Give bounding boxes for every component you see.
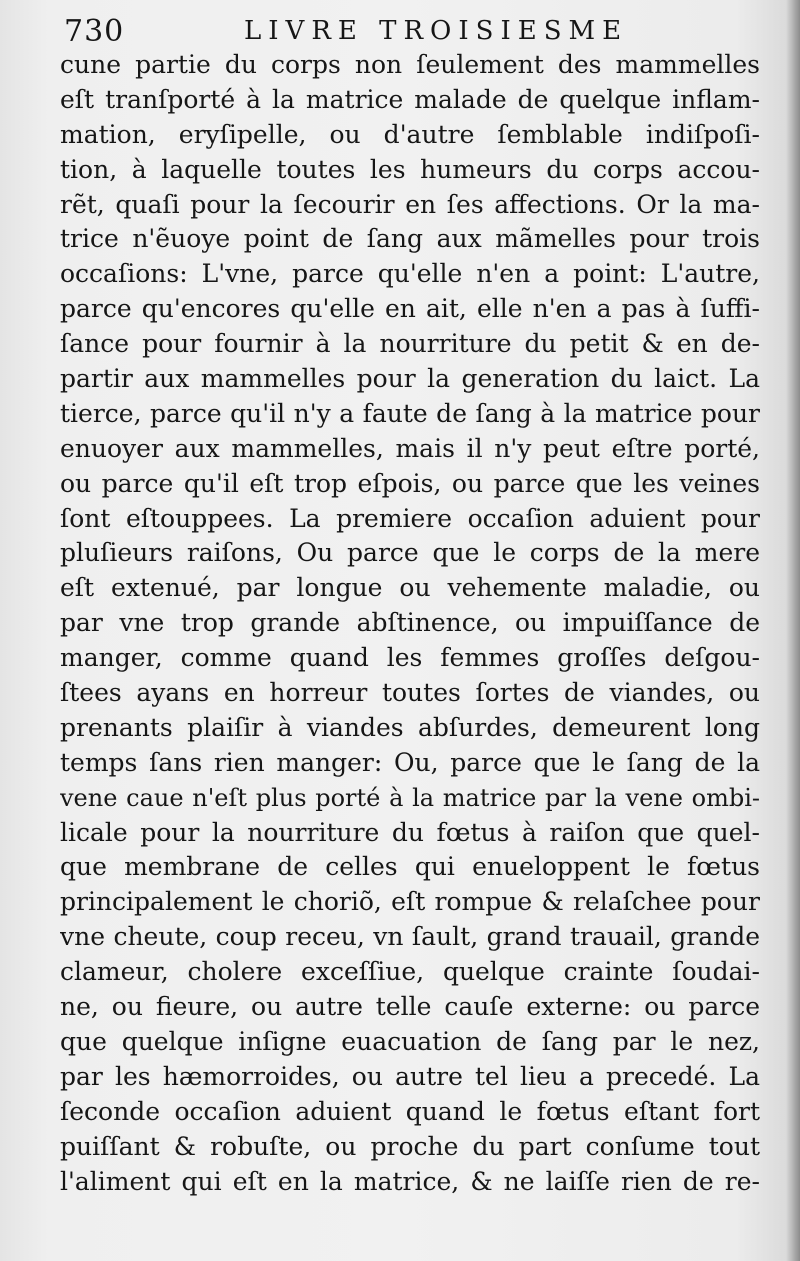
page-edge-shadow bbox=[786, 0, 800, 1261]
text-line: mation, eryſipelle, ou d'autre ſemblable indiſpoſi- bbox=[60, 119, 760, 149]
text-line: partir aux mammelles pour la generation du laict. La bbox=[60, 364, 760, 394]
text-line: vne cheute, coup receu, vn ſault, grand trauail, grande bbox=[60, 922, 760, 952]
text-line: ſtees ayans en horreur toutes ſortes de viandes, ou bbox=[60, 678, 760, 708]
text-line: par vne trop grande abſtinence, ou impuiſſance de bbox=[60, 608, 760, 638]
text-line: eſt tranſporté à la matrice malade de quelque inflam- bbox=[60, 84, 760, 114]
text-line: enuoyer aux mammelles, mais il n'y peut eſtre porté, bbox=[60, 433, 760, 463]
text-line: pluſieurs raiſons, Ou parce que le corps de la mere bbox=[60, 538, 760, 568]
text-line: prenants plaiſir à viandes abſurdes, demeurent long bbox=[60, 712, 760, 742]
text-line: trice n'ẽuoye point de ſang aux mãmelles pour trois bbox=[60, 224, 760, 254]
text-line: manger, comme quand les femmes groſſes deſgou- bbox=[60, 643, 760, 673]
text-line: l'aliment qui eſt en la matrice, & ne laiſſe rien de re- bbox=[60, 1166, 760, 1196]
text-line: ou parce qu'il eſt trop eſpois, ou parce que les veines bbox=[60, 468, 760, 498]
text-line: ſeconde occaſion aduient quand le fœtus eſtant fort bbox=[60, 1096, 760, 1126]
text-line: occaſions: L'vne, parce qu'elle n'en a point: L'autre, bbox=[60, 259, 760, 289]
text-line: parce qu'encores qu'elle en ait, elle n'en a pas à ſuffi- bbox=[60, 294, 760, 324]
text-line: ne, ou fieure, ou autre telle cauſe externe: ou parce bbox=[60, 992, 760, 1022]
text-line: cune partie du corps non ſeulement des mammelles bbox=[60, 50, 760, 79]
text-line: tierce, parce qu'il n'y a faute de ſang à la matrice pour bbox=[60, 398, 760, 428]
text-line: par les hæmorroides, ou autre tel lieu a precedé. La bbox=[60, 1061, 760, 1091]
text-line: ſont eſtouppees. La premiere occaſion aduient pour bbox=[60, 503, 760, 533]
text-line: ſance pour fournir à la nourriture du petit & en de- bbox=[60, 329, 760, 359]
text-line: rẽt, quaſi pour la ſecourir en ſes affections. Or la ma- bbox=[60, 189, 760, 219]
text-line: principalement le choriõ, eſt rompue & relaſchee pour bbox=[60, 887, 760, 917]
running-title: LIVRE TROISIESME bbox=[244, 16, 629, 46]
page-number: 730 bbox=[64, 14, 125, 49]
body-text bbox=[60, 48, 760, 1199]
text-line: que quelque inſigne euacuation de ſang par le nez, bbox=[60, 1026, 760, 1056]
text-line: licale pour la nourriture du fœtus à raiſon que quel- bbox=[60, 817, 760, 847]
text-line: eſt extenué, par longue ou vehemente maladie, ou bbox=[60, 573, 760, 603]
text-line: tion, à laquelle toutes les humeurs du corps accou- bbox=[60, 154, 760, 184]
text-line: vene caue n'eſt plus porté à la matrice par la vene ombi- bbox=[60, 783, 760, 812]
text-line: temps ſans rien manger: Ou, parce que le ſang de la bbox=[60, 747, 760, 777]
text-line: clameur, cholere exceſſiue, quelque crainte ſoudai- bbox=[60, 957, 760, 987]
text-line: que membrane de celles qui enueloppent le fœtus bbox=[60, 852, 760, 882]
text-line: puiſſant & robuſte, ou proche du part conſume tout bbox=[60, 1131, 760, 1161]
